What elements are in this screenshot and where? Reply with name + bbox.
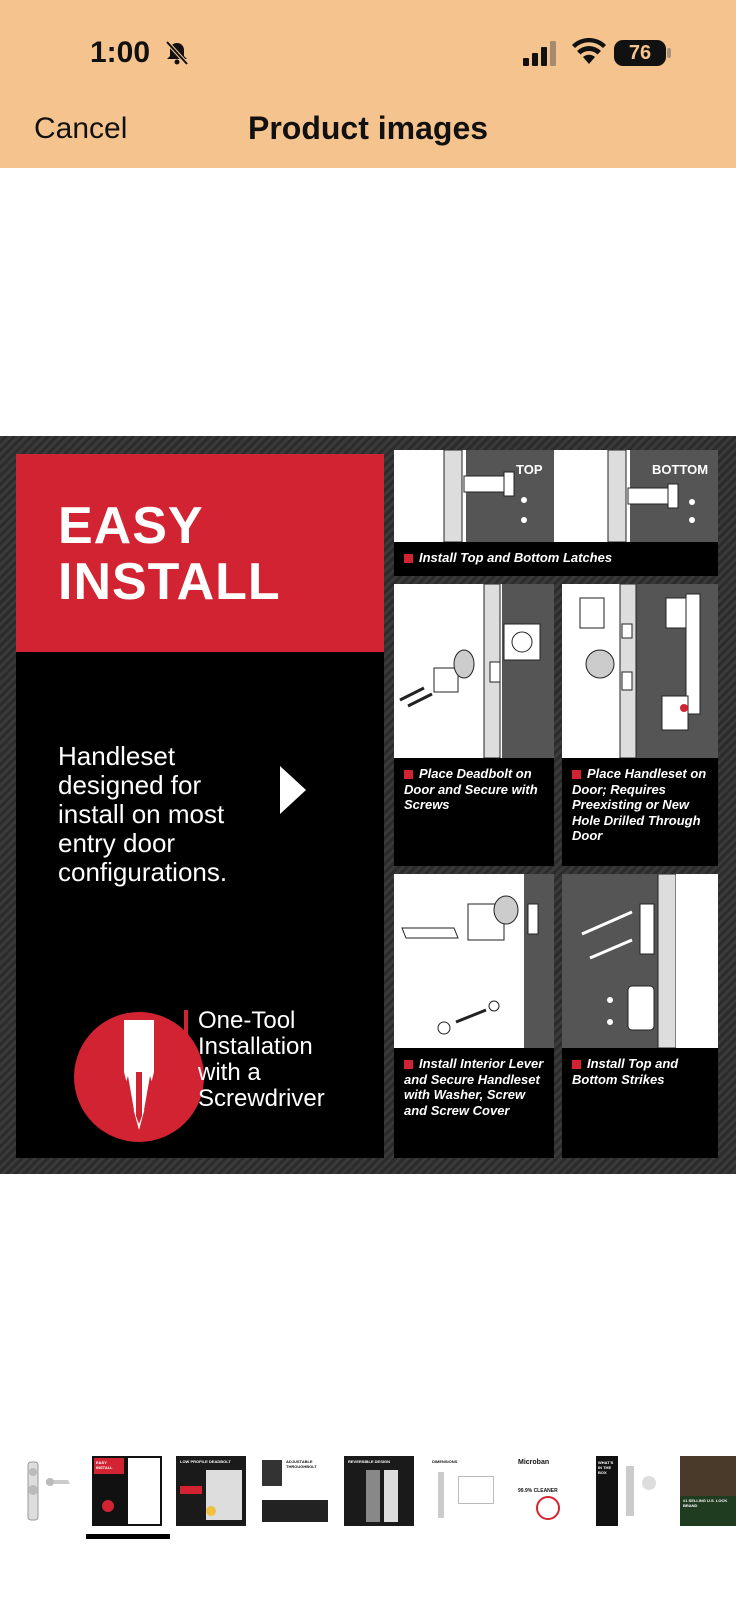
page-title: Product images: [247, 110, 489, 146]
bell-muted-icon: [164, 40, 190, 66]
step-text-3: Place Handleset on Door; Requires Preexisting or New Hole Drilled Through Door: [572, 766, 707, 843]
handleset-illustration: [562, 584, 718, 758]
step-card-interior-lever: [394, 874, 554, 1158]
thumb-sublabel: 99.9% CLEANER: [518, 1488, 558, 1494]
bullet-square-icon: [404, 1060, 413, 1069]
step-caption-5: [572, 1056, 712, 1087]
deadbolt-illustration: [394, 584, 554, 758]
wifi-icon: [572, 38, 606, 66]
status-time: 1:00: [90, 36, 151, 69]
step-text-1: Install Top and Bottom Latches: [419, 550, 613, 565]
bullet-square-icon: [404, 770, 413, 779]
tool-text-line-1: One-Tool: [198, 1007, 296, 1034]
step-text-4: Install Interior Lever and Secure Handleset with Washer, Screw and Screw Cover: [404, 1056, 544, 1118]
battery-tip: [667, 48, 671, 58]
step-caption-3: [572, 766, 712, 844]
step-card-handleset: [562, 584, 718, 866]
thumb-best-selling[interactable]: [680, 1456, 736, 1526]
thumb-microban[interactable]: [512, 1456, 582, 1526]
tool-text-line-4: Screwdriver: [198, 1085, 325, 1112]
thumb-adjustable-throughbolt[interactable]: [260, 1456, 330, 1526]
thumb-label: ADJUSTABLE THROUGHBOLT: [286, 1459, 317, 1469]
thumb-label: LOW PROFILE DEADBOLT: [180, 1459, 231, 1464]
thumb-reversible-design[interactable]: [344, 1456, 414, 1526]
thumb-handleset-front[interactable]: [8, 1456, 78, 1526]
thumbnail-strip[interactable]: [0, 1456, 736, 1526]
thumb-label: #1 SELLING U.S. LOCK BRAND: [683, 1498, 728, 1508]
tool-text-line-2: Installation: [198, 1033, 313, 1060]
thumb-label: WHAT'S IN THE BOX: [598, 1460, 614, 1475]
step-card-deadbolt: [394, 584, 554, 866]
step-text-5: Install Top and Bottom Strikes: [572, 1056, 679, 1087]
tool-text-line-3: with a: [198, 1059, 261, 1086]
bullet-square-icon: [404, 554, 413, 563]
tool-divider: [184, 1010, 188, 1110]
interior-lever-illustration: [394, 874, 554, 1048]
thumb-label: REVERSIBLE DESIGN: [348, 1459, 391, 1464]
step-card-latches: [394, 450, 718, 576]
step-card-strikes: [562, 874, 718, 1158]
thumb-dimensions[interactable]: [428, 1456, 498, 1526]
thumb-label: DIMENSIONS: [432, 1459, 458, 1464]
thumb-label: EASY INSTALL: [96, 1460, 113, 1470]
step-text-2: Place Deadbolt on Door and Secure with Screws: [404, 766, 538, 812]
step-caption-1: [404, 550, 704, 566]
thumb-label: Microban: [518, 1459, 550, 1466]
headline-line-2: INSTALL: [58, 553, 281, 611]
step-caption-4: [404, 1056, 548, 1118]
latch-top-label: TOP: [516, 462, 543, 477]
tool-text: [198, 1008, 368, 1112]
thumb-whats-in-box[interactable]: [596, 1456, 666, 1526]
latch-bottom-label: BOTTOM: [652, 462, 709, 477]
battery-icon: 76: [614, 40, 666, 66]
strikes-illustration: [562, 874, 718, 1048]
thumb-low-profile-deadbolt[interactable]: [176, 1456, 246, 1526]
bullet-square-icon: [572, 770, 581, 779]
headline-line-1: EASY: [58, 497, 204, 555]
description-text: Handleset designed for install on most entry door configurations.: [58, 741, 228, 887]
play-arrow-icon: [280, 766, 306, 814]
cancel-button[interactable]: Cancel: [34, 112, 128, 145]
bullet-square-icon: [572, 1060, 581, 1069]
signal-icon: [522, 40, 558, 66]
thumbnail-selected-indicator: [86, 1534, 170, 1539]
thumb-easy-install[interactable]: [92, 1456, 162, 1526]
step-caption-2: [404, 766, 544, 813]
headline: [58, 498, 281, 610]
